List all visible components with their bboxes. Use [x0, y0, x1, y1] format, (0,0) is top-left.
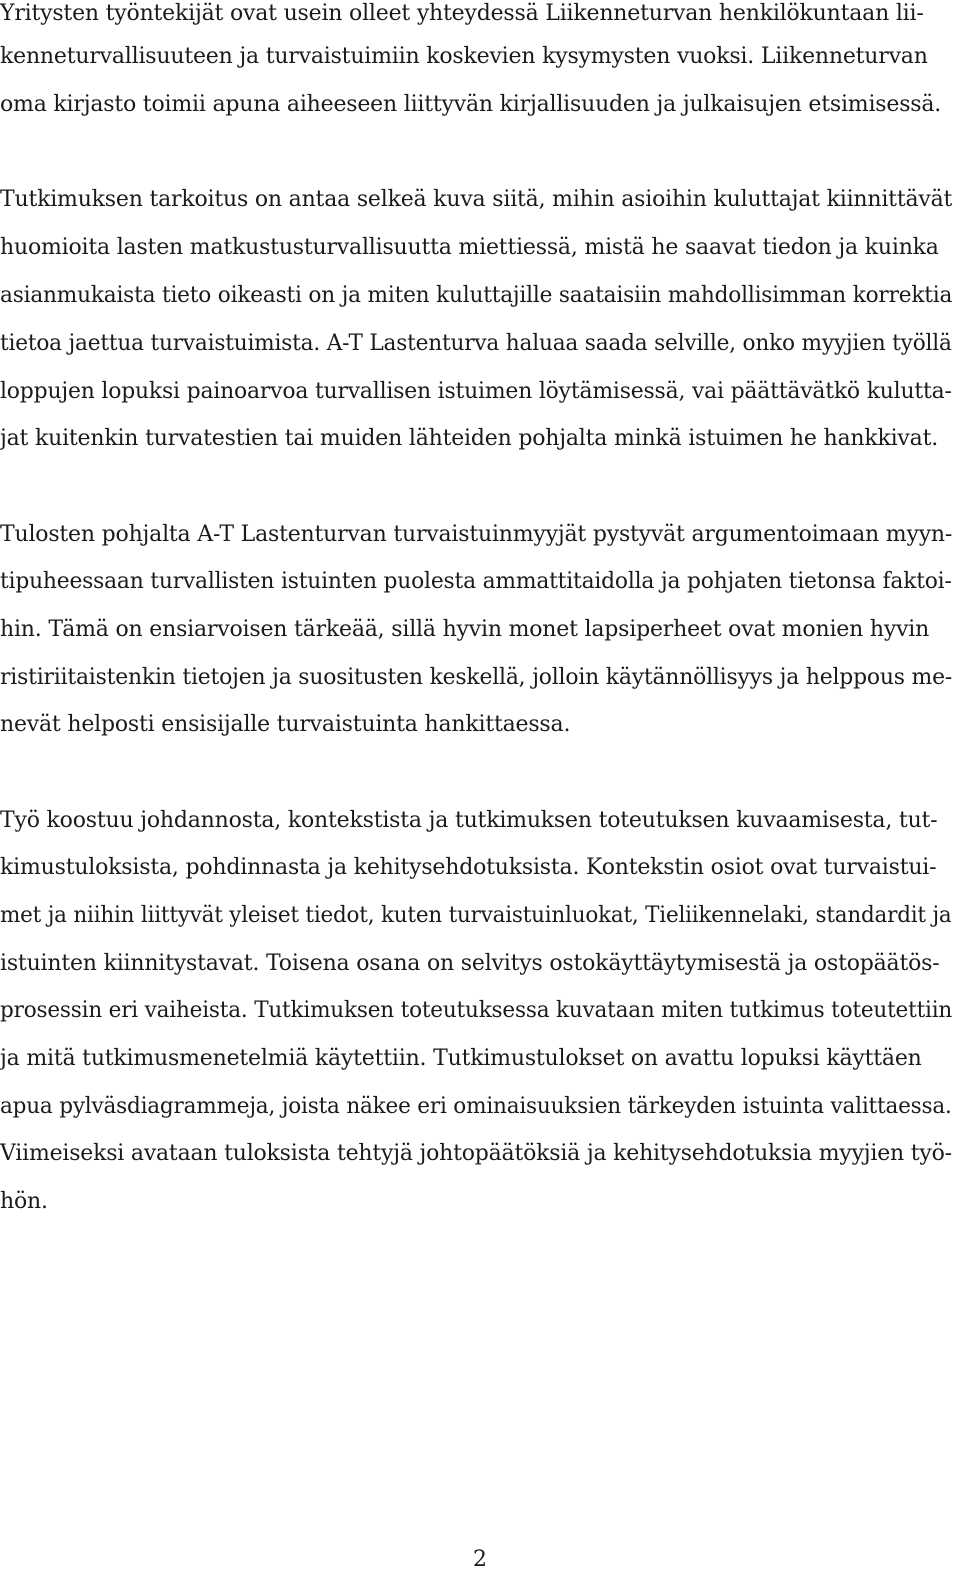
paragraph-line: tipuheessaan turvallisten istuinten puolesta ammattitaidolla ja pohjaten tietonsa faktoi- [0, 569, 952, 594]
paragraph-line: prosessin eri vaiheista. Tutkimuksen toteutuksessa kuvataan miten tutkimus toteutettiin [0, 998, 953, 1023]
paragraph-line: ristiriitaistenkin tietojen ja suositusten keskellä, jolloin käytännöllisyys ja helppous me- [0, 665, 953, 690]
paragraph-line: oma kirjasto toimii apuna aiheeseen liittyvän kirjallisuuden ja julkaisujen etsimisessä. [0, 92, 942, 117]
paragraph-line: istuinten kiinnitystavat. Toisena osana on selvitys ostokäyttäytymisestä ja ostopäätös- [0, 951, 940, 976]
paragraph-line: Tutkimuksen tarkoitus on antaa selkeä kuva siitä, mihin asioihin kuluttajat kiinnittävät [0, 187, 953, 212]
paragraph-line: hin. Tämä on ensiarvoisen tärkeää, sillä hyvin monet lapsiperheet ovat monien hyvin [0, 617, 930, 642]
paragraph-line: kenneturvallisuuteen ja turvaistuimiin koskevien kysymysten vuoksi. Liikenneturvan [0, 44, 928, 69]
paragraph-line: apua pylväsdiagrammeja, joista näkee eri ominaisuuksien tärkeyden istuinta valittaessa. [0, 1094, 952, 1119]
page-number: 2 [473, 1547, 487, 1572]
paragraph-line: ja mitä tutkimusmenetelmiä käytettiin. Tutkimustulokset on avattu lopuksi käyttäen [0, 1046, 922, 1071]
paragraph-line: tietoa jaettua turvaistuimista. A-T Lastenturva haluaa saada selville, onko myyjien työllä [0, 331, 952, 356]
paragraph-line: asianmukaista tieto oikeasti on ja miten kuluttajille saataisiin mahdollisimman korrektia [0, 283, 953, 308]
paragraph-line: Tulosten pohjalta A-T Lastenturvan turvaistuinmyyjät pystyvät argumentoimaan myyn- [0, 522, 953, 547]
paragraph-line: Yritysten työntekijät ovat usein olleet yhteydessä Liikenneturvan henkilökuntaan lii- [0, 1, 924, 26]
paragraph-line: jat kuitenkin turvatestien tai muiden lähteiden pohjalta minkä istuimen he hankkivat. [0, 426, 939, 451]
paragraph-line: Työ koostuu johdannosta, kontekstista ja tutkimuksen toteutuksen kuvaamisesta, tut- [0, 808, 938, 833]
paragraph-line: loppujen lopuksi painoarvoa turvallisen istuimen löytämisessä, vai päättävätkö kulutta- [0, 379, 952, 404]
paragraph-line: Viimeiseksi avataan tuloksista tehtyjä johtopäätöksiä ja kehitysehdotuksia myyjien työ- [0, 1141, 952, 1166]
paragraph-line: nevät helposti ensisijalle turvaistuinta hankittaessa. [0, 712, 571, 737]
paragraph-line: huomioita lasten matkustusturvallisuutta miettiessä, mistä he saavat tiedon ja kuinka [0, 235, 939, 260]
paragraph-line: hön. [0, 1189, 48, 1214]
paragraph-line: met ja niihin liittyvät yleiset tiedot, kuten turvaistuinluokat, Tieliikennelaki, standardit ja [0, 903, 952, 928]
paragraph-line: kimustuloksista, pohdinnasta ja kehitysehdotuksista. Kontekstin osiot ovat turvaistui- [0, 855, 937, 880]
